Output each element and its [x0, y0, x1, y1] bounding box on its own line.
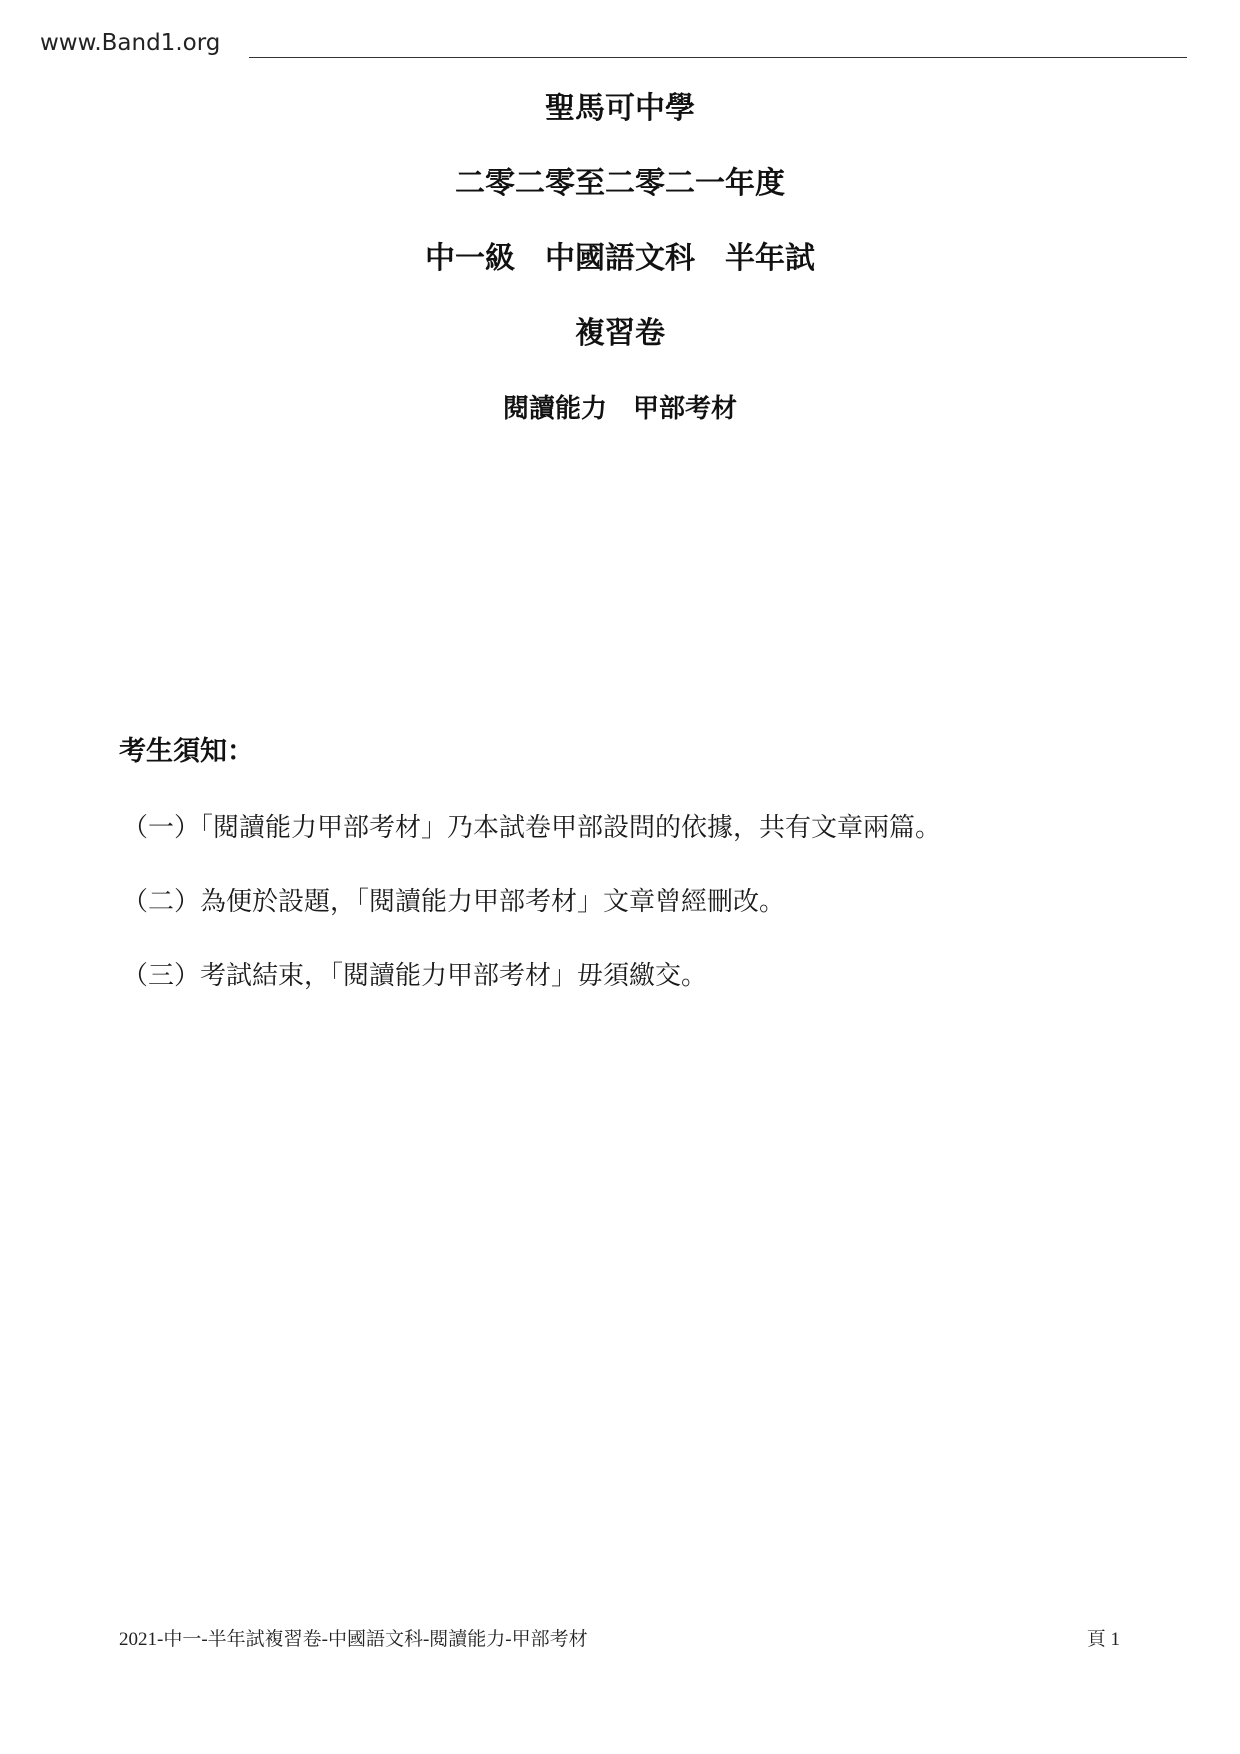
website-header: www.Band1.org: [40, 30, 221, 56]
notice-heading: 考生須知：: [119, 736, 254, 767]
paper-type: 複習卷: [575, 316, 665, 351]
header-divider: [249, 57, 1187, 58]
footer-document-label: 2021-中一-半年試複習卷-中國語文科-閱讀能力-甲部考材: [119, 1629, 588, 1650]
academic-year: 二零二零至二零二一年度: [455, 166, 785, 201]
section-title: 閱讀能力 甲部考材: [502, 394, 737, 424]
notice-item: （二）為便於設題，「閱讀能力甲部考材」文章曾經刪改。: [122, 887, 786, 917]
exam-title: 中一級 中國語文科 半年試: [425, 241, 815, 276]
notice-item: （三）考試結束，「閱讀能力甲部考材」毋須繳交。: [122, 961, 708, 991]
notice-item: （一）「閱讀能力甲部考材」乃本試卷甲部設問的依據，共有文章兩篇。: [122, 813, 942, 843]
school-name: 聖馬可中學: [545, 91, 695, 126]
footer-page-number: 頁 1: [1086, 1629, 1120, 1650]
